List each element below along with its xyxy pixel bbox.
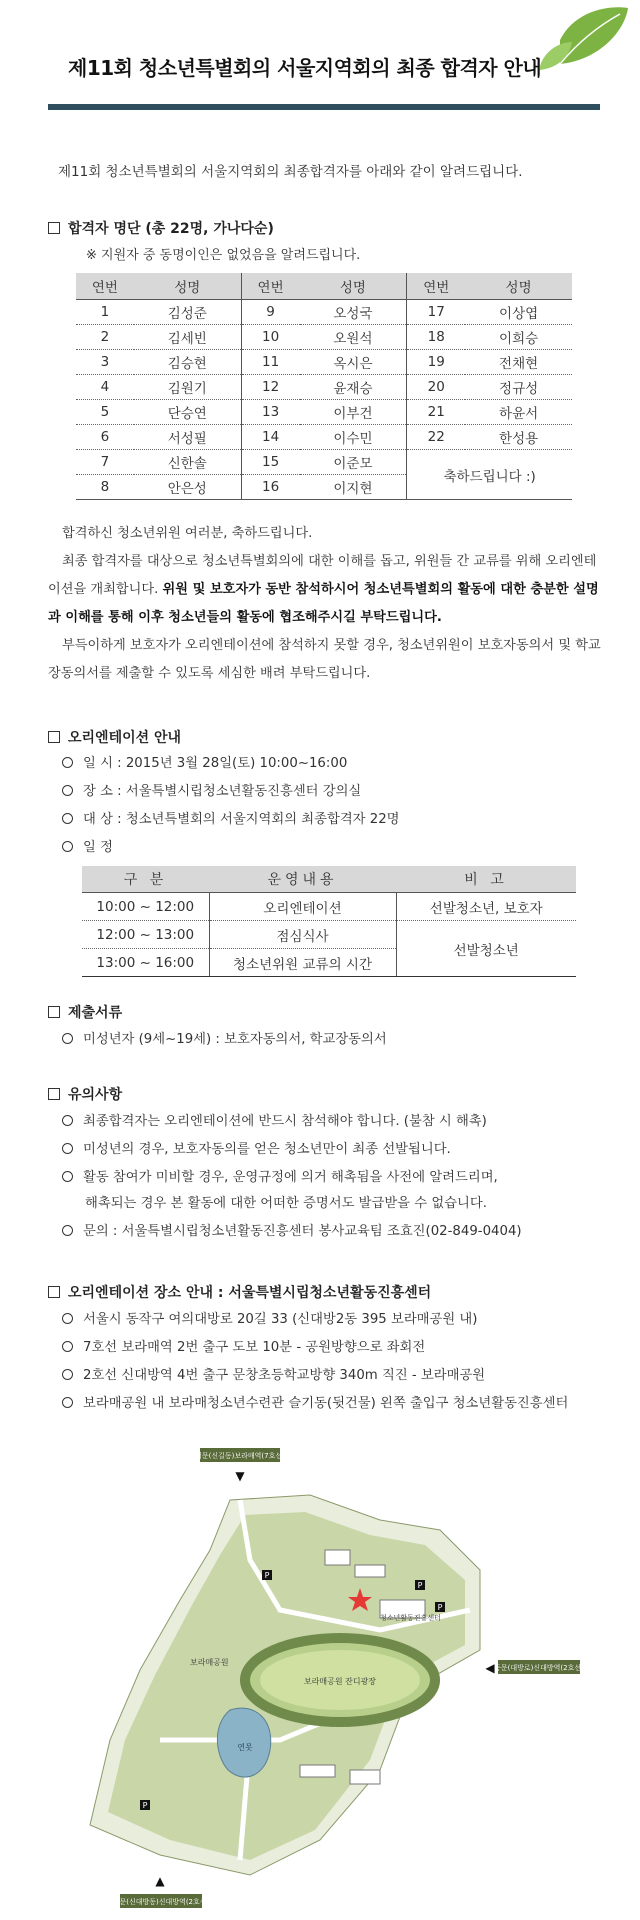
schedule-note: 선발청소년, 보호자 — [396, 893, 576, 921]
caution-item: 최종합격자는 오리엔테이션에 반드시 참석해야 합니다. (불참 시 해촉) — [62, 1110, 487, 1129]
col-header: 성명 — [134, 273, 241, 300]
table-row — [76, 425, 572, 450]
gate-south-label: 남문(신대방동)신대방역(2호선) — [112, 1898, 210, 1906]
park-map-drawing — [80, 1440, 580, 1915]
table-cell: 18 — [407, 325, 465, 350]
table-row — [76, 350, 572, 375]
winners-table — [76, 273, 572, 500]
parking-icon: P — [417, 1581, 423, 1590]
schedule-note: 선발청소년 — [396, 921, 576, 977]
section-title-place: 오리엔테이션 장소 안내 : 서울특별시립청소년활동진흥센터 — [48, 1282, 431, 1302]
table-cell: 20 — [407, 375, 465, 400]
header — [0, 0, 640, 115]
schedule-time: 13:00 ~ 16:00 — [82, 949, 209, 977]
table-cell: 4 — [76, 375, 134, 400]
docs-item: 미성년자 (9세~19세) : 보호자동의서, 학교장동의서 — [62, 1028, 387, 1047]
table-cell: 옥시은 — [300, 350, 407, 375]
table-cell: 오원석 — [300, 325, 407, 350]
arrow-left-icon: ◀ — [485, 1661, 495, 1675]
place-item: 보라매공원 내 보라매청소년수련관 슬기동(뒷건물) 왼쪽 출입구 청소년활동진흥센터 — [62, 1392, 568, 1411]
caution-contact: 문의 : 서울특별시립청소년활동진흥센터 봉사교육팀 조효진(02-849-0404) — [62, 1220, 522, 1239]
col-header: 운영내용 — [209, 866, 396, 893]
table-cell: 김승현 — [134, 350, 241, 375]
map-center-label: 보라매공원 — [190, 1658, 229, 1667]
table-cell: 한성용 — [465, 425, 572, 450]
place-item: 서울시 동작구 여의대방로 20길 33 (신대방2동 395 보라매공원 내) — [62, 1308, 477, 1327]
table-cell: 서성필 — [134, 425, 241, 450]
schedule-content: 청소년위원 교류의 시간 — [209, 949, 396, 977]
table-cell: 7 — [76, 450, 134, 475]
col-header: 성명 — [300, 273, 407, 300]
paragraph-guardian: 부득이하게 보호자가 오리엔테이션에 참석하지 못할 경우, 청소년위원이 보호자동의서 및 학교장동의서를 제출할 수 있도록 세심한 배려 부탁드립니다. — [48, 638, 601, 681]
orientation-place: 장 소 : 서울특별시립청소년활동진흥센터 강의실 — [62, 780, 361, 799]
col-header: 연번 — [407, 273, 465, 300]
paragraph-congrats: 합격하신 청소년위원 여러분, 축하드립니다. — [62, 526, 313, 541]
col-header: 비 고 — [396, 866, 576, 893]
table-cell: 12 — [241, 375, 299, 400]
table-cell: 이희승 — [465, 325, 572, 350]
table-row — [76, 400, 572, 425]
col-header: 구 분 — [82, 866, 209, 893]
table-cell: 8 — [76, 475, 134, 500]
table-cell: 김원기 — [134, 375, 241, 400]
table-cell: 이수민 — [300, 425, 407, 450]
congrats-cell: 축하드립니다 :) — [407, 450, 572, 500]
table-cell: 안은성 — [134, 475, 241, 500]
table-cell: 이준모 — [300, 450, 407, 475]
table-cell: 김세빈 — [134, 325, 241, 350]
section-title-orientation: 오리엔테이션 안내 — [48, 727, 181, 747]
section-title-docs: 제출서류 — [48, 1002, 122, 1022]
list-note: ※ 지원자 중 동명이인은 없었음을 알려드립니다. — [86, 248, 361, 263]
schedule-table — [82, 866, 576, 977]
table-cell: 김성준 — [134, 300, 241, 325]
gate-east-label: 동문(대방로)신대방역(2호선) — [494, 1664, 580, 1672]
parking-icon: P — [142, 1801, 148, 1810]
table-cell: 16 — [241, 475, 299, 500]
caution-item: 미성년의 경우, 보호자동의를 얻은 청소년만이 최종 선발됩니다. — [62, 1138, 451, 1157]
table-cell: 신한솔 — [134, 450, 241, 475]
table-cell: 13 — [241, 400, 299, 425]
page-title: 제11회 청소년특별회의 서울지역회의 최종 합격자 안내 — [68, 56, 542, 80]
table-cell: 이상엽 — [465, 300, 572, 325]
col-header: 성명 — [465, 273, 572, 300]
map-target-label: 청소년활동진흥센터 — [380, 1614, 441, 1622]
table-row — [76, 300, 572, 325]
table-cell: 하윤서 — [465, 400, 572, 425]
table-row — [82, 921, 576, 949]
table-row — [76, 450, 572, 475]
table-cell: 19 — [407, 350, 465, 375]
table-cell: 1 — [76, 300, 134, 325]
table-cell: 15 — [241, 450, 299, 475]
gate-north-label: 서문(신길동)보라매역(7호선) — [195, 1452, 285, 1460]
table-cell: 오성국 — [300, 300, 407, 325]
congrats-paragraphs — [48, 520, 608, 688]
table-cell: 14 — [241, 425, 299, 450]
parking-icon: P — [437, 1603, 443, 1612]
schedule-time: 12:00 ~ 13:00 — [82, 921, 209, 949]
section-title-list: 합격자 명단 (총 22명, 가나다순) — [48, 218, 274, 238]
table-cell: 이부건 — [300, 400, 407, 425]
orientation-date: 일 시 : 2015년 3월 28일(토) 10:00~16:00 — [62, 752, 347, 771]
schedule-content: 오리엔테이션 — [209, 893, 396, 921]
table-cell: 11 — [241, 350, 299, 375]
paragraph-orientation-text: 최종 합격자를 대상으로 청소년특별회의에 대한 이해를 돕고, 위원들 간 교류를 위해 오리엔테이션을 개최합니다. — [48, 554, 597, 597]
orientation-schedule-label: 일 정 — [62, 836, 113, 855]
parking-icon: P — [264, 1571, 270, 1580]
schedule-time: 10:00 ~ 12:00 — [82, 893, 209, 921]
caution-item-continued: 해촉되는 경우 본 활동에 대한 어떠한 증명서도 발급받을 수 없습니다. — [85, 1196, 487, 1211]
table-cell: 3 — [76, 350, 134, 375]
arrow-down-icon: ▼ — [235, 1469, 245, 1483]
arrow-up-icon: ▲ — [155, 1874, 165, 1888]
table-cell: 21 — [407, 400, 465, 425]
table-cell: 5 — [76, 400, 134, 425]
col-header: 연번 — [241, 273, 299, 300]
table-cell: 이지현 — [300, 475, 407, 500]
place-item: 2호선 신대방역 4번 출구 문창초등학교방향 340m 직진 - 보라매공원 — [62, 1364, 485, 1383]
place-item: 7호선 보라매역 2번 출구 도보 10분 - 공원방향으로 좌회전 — [62, 1336, 425, 1355]
table-cell: 10 — [241, 325, 299, 350]
intro-text: 제11회 청소년특별회의 서울지역회의 최종합격자를 아래와 같이 알려드립니다. — [58, 164, 523, 180]
table-row — [76, 325, 572, 350]
table-cell: 9 — [241, 300, 299, 325]
table-cell: 윤재승 — [300, 375, 407, 400]
table-cell: 정규성 — [465, 375, 572, 400]
winners-table-header — [76, 273, 572, 300]
table-cell: 22 — [407, 425, 465, 450]
orientation-target: 대 상 : 청소년특별회의 서울지역회의 최종합격자 22명 — [62, 808, 400, 827]
table-row — [82, 893, 576, 921]
map-field-label: 보라매공원 잔디광장 — [303, 1677, 377, 1686]
table-cell: 17 — [407, 300, 465, 325]
table-row — [76, 375, 572, 400]
table-cell: 6 — [76, 425, 134, 450]
map-lake-label: 연못 — [237, 1743, 253, 1752]
col-header: 연번 — [76, 273, 134, 300]
schedule-header — [82, 866, 576, 893]
caution-item: 활동 참여가 미비할 경우, 운영규정에 의거 해촉됨을 사전에 알려드리며, — [62, 1166, 498, 1185]
park-map — [80, 1440, 580, 1915]
table-cell: 전채현 — [465, 350, 572, 375]
paragraph-orientation — [48, 548, 608, 632]
section-title-caution: 유의사항 — [48, 1084, 122, 1104]
header-divider — [48, 104, 600, 110]
paragraph-orientation-bold: 위원 및 보호자가 동반 참석하시어 청소년특별회의 활동에 대한 충분한 설명과 이해를 통해 이후 청소년들의 활동에 협조해주시길 부탁드립니다. — [48, 582, 599, 625]
table-cell: 2 — [76, 325, 134, 350]
table-cell: 단승연 — [134, 400, 241, 425]
schedule-content: 점심식사 — [209, 921, 396, 949]
